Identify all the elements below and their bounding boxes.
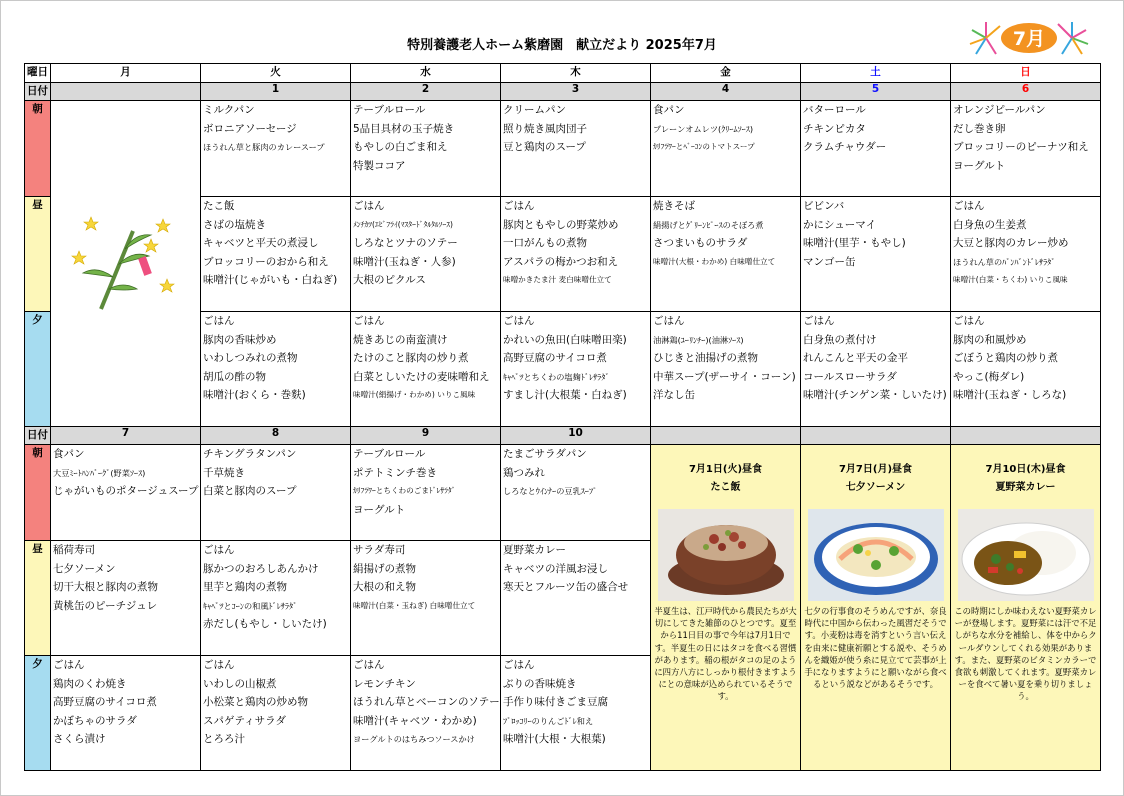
weekday-fri: 金	[651, 64, 801, 83]
menu-item: ポテトミンチ巻き	[353, 466, 437, 479]
menu-item: スパゲティサラダ	[203, 714, 287, 727]
lunch-cell	[201, 541, 351, 656]
month-badge	[966, 18, 1092, 58]
date-cell: 4	[651, 83, 801, 101]
feature-dish: たこ飯	[710, 482, 741, 493]
menu-item: 豚肉の香味炒め	[203, 333, 277, 346]
dinner-label: 夕	[25, 312, 51, 427]
breakfast-cell	[51, 445, 201, 541]
feature-heading: 7月7日(月)昼食	[838, 464, 913, 475]
menu-item: ごはん	[353, 659, 385, 671]
menu-item: れんこんと平天の金平	[803, 352, 908, 364]
menu-item: コールスローサラダ	[803, 370, 897, 383]
menu-item: 洋なし缶	[653, 389, 695, 401]
menu-item: 寒天とフルーツ缶の盛合せ	[503, 581, 629, 593]
menu-item: ボロニアソーセージ	[203, 122, 297, 135]
dinner-cell	[501, 656, 651, 771]
menu-item: プレーンオムレツ(ｸﾘｰﾑｿｰｽ)	[653, 123, 754, 134]
menu-item: ブロッコリーのおから和え	[203, 255, 329, 268]
menu-item: たけのこと豚肉の炒り煮	[353, 352, 469, 364]
menu-item: 味噌汁(白菜・ちくわ) いりこ風味	[953, 275, 1068, 284]
menu-item: 食パン	[653, 104, 685, 116]
date-cell	[951, 427, 1101, 445]
lunch-cell	[351, 197, 501, 312]
date-cell: 6	[951, 83, 1101, 101]
menu-item: さばの塩焼き	[203, 218, 266, 231]
menu-item: ｶﾘﾌﾗﾜｰとちくわのごまﾄﾞﾚｻﾗﾀﾞ	[353, 486, 456, 495]
menu-item: ごはん	[653, 315, 685, 327]
date-row-label: 日付	[25, 427, 51, 445]
menu-item: ぶりの香味焼き	[503, 677, 577, 690]
lunch-cell	[501, 197, 651, 312]
lunch-label: 昼	[25, 541, 51, 656]
menu-item: ごぼうと鶏肉の炒り煮	[953, 352, 1058, 364]
dinner-cell	[801, 312, 951, 427]
breakfast-cell	[501, 101, 651, 197]
menu-item: 味噌汁(玉ねぎ・人参)	[353, 255, 456, 268]
breakfast-label: 朝	[25, 101, 51, 197]
menu-item: かれいの魚田(白味噌田楽)	[503, 333, 627, 346]
date-cell	[651, 427, 801, 445]
menu-item: 千草焼き	[203, 466, 245, 479]
menu-item: 豆と鶏肉のスープ	[503, 141, 586, 153]
week1-date-row	[25, 83, 1101, 101]
menu-item: たまごサラダパン	[503, 448, 587, 460]
menu-item: ごはん	[203, 544, 235, 556]
menu-item: オレンジピールパン	[953, 104, 1046, 116]
menu-item: 大根のピクルス	[353, 274, 426, 286]
feature-panel	[951, 445, 1101, 771]
lunch-cell	[51, 541, 201, 656]
dinner-label: 夕	[25, 656, 51, 771]
lunch-cell	[801, 197, 951, 312]
menu-item: テーブルロール	[353, 448, 426, 460]
menu-item: 手作り味付きごま豆腐	[503, 696, 608, 708]
menu-item: ヨーグルト	[953, 159, 1006, 172]
feature-panel	[801, 445, 951, 771]
menu-item: 七夕ソーメン	[53, 562, 116, 575]
weekday-sat: 土	[801, 64, 951, 83]
menu-item: 稲荷寿司	[53, 544, 95, 556]
menu-item: ﾌﾞﾛｯｺﾘｰのりんごﾄﾞﾚ和え	[503, 715, 594, 726]
menu-item: 高野豆腐のサイコロ煮	[503, 352, 607, 364]
tanabata-somen-photo	[808, 509, 944, 601]
dinner-cell	[951, 312, 1101, 427]
menu-item: 味噌汁(絹揚げ・わかめ) いりこ風味	[353, 390, 476, 399]
breakfast-cell	[651, 101, 801, 197]
date-cell: 8	[201, 427, 351, 445]
page-title: 特別養護老人ホーム紫磨園 献立だより 2025年7月	[407, 38, 717, 53]
menu-item: 赤だし(もやし・しいたけ)	[203, 618, 327, 630]
menu-item: 味噌汁(大根・わかめ) 白味噌仕立て	[653, 256, 776, 266]
date-cell: 1	[201, 83, 351, 101]
dinner-cell	[201, 656, 351, 771]
feature-description: この時期にしか味わえない夏野菜カレーが登場します。夏野菜には汗で不足しがちな水分を補給し、体を中からクールダウンしてくれる効果があります。また、夏野菜のビタミンカラーで食欲も刺激してくれます。夏野菜カレーを食べて暑い夏を乗り切りましょう。	[954, 606, 1097, 702]
dinner-cell	[51, 656, 201, 771]
menu-item: レモンチキン	[353, 677, 416, 690]
menu-item: ごはん	[353, 200, 385, 212]
menu-item: 鶏肉のくわ焼き	[53, 677, 127, 690]
menu-item: ごはん	[203, 659, 235, 671]
breakfast-label: 朝	[25, 445, 51, 541]
menu-item: 焼きあじの南蛮漬け	[353, 333, 448, 346]
dinner-cell	[651, 312, 801, 427]
menu-table	[24, 63, 1101, 771]
menu-item: 白身魚の煮付け	[803, 333, 877, 346]
menu-item: 白菜としいたけの麦味噌和え	[353, 370, 490, 383]
menu-item: 照り焼き風肉団子	[503, 122, 587, 135]
menu-item: ごはん	[503, 200, 535, 212]
menu-item: ごはん	[803, 315, 835, 327]
breakfast-cell	[501, 445, 651, 541]
menu-item: 豚かつのおろしあんかけ	[203, 562, 319, 575]
menu-item: ごはん	[53, 659, 85, 671]
menu-item: 大豆と豚肉のカレー炒め	[953, 237, 1069, 249]
menu-item: 食パン	[53, 448, 85, 460]
menu-item: いわしの山椒煮	[203, 677, 277, 690]
menu-item: 5品目具材の玉子焼き	[353, 122, 455, 135]
menu-item: じゃがいものポタージュスープ	[53, 485, 199, 497]
menu-item: 味噌汁(キャベツ・わかめ)	[353, 714, 477, 727]
menu-item: 味噌汁(玉ねぎ・しろな)	[953, 389, 1067, 401]
tanabata-decoration-cell	[51, 101, 201, 427]
menu-item: 豚肉の和風炒め	[953, 333, 1027, 346]
menu-item: 大根の和え物	[353, 581, 416, 593]
date-cell: 7	[51, 427, 201, 445]
menu-item: とろろ汁	[203, 733, 245, 745]
menu-item: ﾒﾝﾁｶﾂ(ｴﾋﾞﾌﾗｲ(ﾏｽﾀｰﾄﾞﾀﾙﾀﾙｿｰｽ)	[353, 219, 454, 229]
menu-item: 白身魚の生姜煮	[953, 218, 1027, 231]
menu-item: ｶﾘﾌﾗﾜｰとﾍﾞｰｺﾝのトマトスープ	[653, 142, 755, 151]
menu-item: ｷｬﾍﾞﾂとｺｰﾝの和風ﾄﾞﾚｻﾗﾀﾞ	[203, 600, 298, 611]
menu-item: 中華スープ(ザーサイ・コーン)	[653, 370, 796, 383]
menu-item: もやしの白ごま和え	[353, 141, 448, 153]
date-cell: 3	[501, 83, 651, 101]
weekday-wed: 水	[351, 64, 501, 83]
menu-item: ヨーグルトのはちみつソースかけ	[353, 734, 475, 744]
date-row-label: 日付	[25, 83, 51, 101]
menu-item: さくら漬け	[53, 733, 106, 745]
menu-item: 鶏つみれ	[503, 466, 545, 479]
weekday-row	[25, 64, 1101, 83]
breakfast-cell	[201, 101, 351, 197]
menu-item: ほうれん草と豚肉のカレースープ	[203, 142, 325, 152]
weekday-thu: 木	[501, 64, 651, 83]
weekday-sun: 日	[951, 64, 1101, 83]
menu-item: ブロッコリーのピーナツ和え	[953, 141, 1089, 153]
menu-item: サラダ寿司	[353, 544, 406, 556]
menu-item: 特製ココア	[353, 159, 406, 172]
menu-item: たこ飯	[203, 200, 235, 212]
lunch-cell	[351, 541, 501, 656]
menu-item: 味噌汁(チンゲン菜・しいたけ)	[803, 389, 947, 401]
feature-description: 七夕の行事食のそうめんですが、奈良時代に中国から伝わった風習だそうです。小麦粉は毒を消すという言い伝えを由来に健康祈願とする説や、そうめんを織姫が使う糸に見立てて芸事が上手になりますようにと願いながら食べるという説などがあるそうです。	[804, 606, 947, 690]
menu-item: 一口がんもの煮物	[503, 237, 587, 249]
lunch-cell	[201, 197, 351, 312]
menu-item: ミルクパン	[203, 104, 255, 116]
menu-item: さつまいものサラダ	[653, 237, 748, 249]
breakfast-cell	[351, 445, 501, 541]
weekday-tue: 火	[201, 64, 351, 83]
menu-item: 黄桃缶のピーチジュレ	[53, 599, 158, 612]
lunch-cell	[951, 197, 1101, 312]
menu-item: しろなとｳｲﾝﾅｰの豆乳ｽｰﾌﾟ	[503, 486, 598, 496]
menu-item: テーブルロール	[353, 104, 426, 116]
date-cell	[51, 83, 201, 101]
summer-vegetable-curry-photo	[958, 509, 1094, 601]
month-badge-text: 7月	[1012, 28, 1046, 50]
menu-item: 切干大根と豚肉の煮物	[53, 581, 158, 593]
dinner-cell	[351, 656, 501, 771]
feature-heading: 7月1日(火)昼食	[688, 464, 763, 475]
dinner-cell	[201, 312, 351, 427]
feature-dish: 夏野菜カレー	[995, 482, 1056, 493]
menu-item: アスパラの梅かつお和え	[503, 255, 619, 268]
breakfast-cell	[201, 445, 351, 541]
menu-item: しろなとツナのソテー	[353, 237, 458, 249]
breakfast-cell	[801, 101, 951, 197]
menu-item: ごはん	[353, 315, 385, 327]
menu-item: 味噌かきたま汁 麦白味噌仕立て	[503, 275, 612, 284]
menu-item: クラムチャウダー	[803, 141, 887, 153]
menu-item: かにシューマイ	[803, 218, 877, 231]
menu-item: やっこ(梅ダレ)	[953, 370, 1025, 383]
menu-item: 味噌汁(大根・大根葉)	[503, 733, 606, 745]
menu-item: ごはん	[503, 315, 535, 327]
feature-heading: 7月10日(木)昼食	[985, 464, 1066, 475]
bamboo-tanabata-icon	[71, 209, 181, 319]
dinner-cell	[501, 312, 651, 427]
lunch-cell	[501, 541, 651, 656]
menu-item: 油淋鶏(ﾕｰﾘﾝﾁｰ)(油淋ｿｰｽ)	[653, 334, 744, 345]
week1-breakfast-row	[25, 101, 1101, 197]
breakfast-cell	[951, 101, 1101, 197]
menu-item: 味噌汁(里芋・もやし)	[803, 237, 906, 249]
menu-item: バターロール	[803, 104, 866, 116]
menu-item: 絹揚げの煮物	[353, 562, 416, 575]
menu-item: マンゴー缶	[803, 255, 856, 268]
weekday-row-label: 曜日	[25, 64, 51, 83]
menu-item: ほうれん草のﾊﾞﾝﾊﾞﾝﾄﾞﾚｻﾗﾀﾞ	[953, 256, 1056, 267]
octopus-rice-photo	[658, 509, 794, 601]
menu-item: 胡瓜の酢の物	[203, 370, 266, 383]
menu-item: ごはん	[203, 315, 235, 327]
week2-date-row	[25, 427, 1101, 445]
menu-item: キャベツと平天の煮浸し	[203, 237, 319, 249]
menu-item: 焼きそば	[653, 200, 695, 212]
breakfast-cell	[351, 101, 501, 197]
menu-item: ごはん	[953, 200, 985, 212]
feature-dish: 七夕ソーメン	[845, 482, 906, 493]
menu-item: 白菜と豚肉のスープ	[203, 485, 297, 497]
menu-item: 味噌汁(おくら・巻麩)	[203, 389, 306, 401]
menu-item: 小松菜と鶏肉の炒め物	[203, 696, 308, 708]
menu-item: いわしつみれの煮物	[203, 352, 298, 364]
menu-item: ひじきと油揚げの煮物	[653, 352, 758, 364]
menu-item: チキングラタンパン	[203, 448, 297, 460]
date-cell: 9	[351, 427, 501, 445]
menu-item: だし巻き卵	[953, 122, 1006, 135]
menu-item: チキンピカタ	[803, 122, 866, 135]
menu-item: ごはん	[953, 315, 985, 327]
date-cell: 10	[501, 427, 651, 445]
lunch-cell	[651, 197, 801, 312]
date-cell: 2	[351, 83, 501, 101]
menu-item: キャベツの洋風お浸し	[503, 562, 608, 575]
menu-item: 大豆ﾐｰﾄﾊﾝﾊﾞｰｸﾞ(野菜ｿｰｽ)	[53, 467, 146, 478]
feature-panel	[651, 445, 801, 771]
menu-item: 里芋と鶏肉の煮物	[203, 581, 287, 593]
date-cell	[801, 427, 951, 445]
menu-item: 豚肉ともやしの野菜炒め	[503, 218, 619, 231]
menu-item: 夏野菜カレー	[503, 544, 566, 556]
dinner-cell	[351, 312, 501, 427]
menu-item: ヨーグルト	[353, 503, 406, 516]
date-cell: 5	[801, 83, 951, 101]
menu-item: かぼちゃのサラダ	[53, 714, 137, 727]
menu-item: ビビンバ	[803, 200, 845, 212]
lunch-label: 昼	[25, 197, 51, 312]
menu-item: ｷｬﾍﾞﾂとちくわの塩麹ﾄﾞﾚｻﾗﾀﾞ	[503, 371, 610, 382]
weekday-mon: 月	[51, 64, 201, 83]
firework-left-icon	[970, 22, 1000, 54]
menu-item: 高野豆腐のサイコロ煮	[53, 696, 157, 708]
menu-item: ほうれん草とベーコンのソテー	[353, 696, 500, 708]
feature-description: 半夏生は、江戸時代から農民たちが大切にしてきた雑節のひとつです。夏至から11日目の事で今年は7月1日です。半夏生の日にはタコを食べる習慣があります。稲の根がタコの足のように四方八方にしっかり根付きますようにとの意味が込められているそうです。	[654, 606, 797, 702]
firework-right-icon	[1058, 22, 1088, 54]
menu-item: クリームパン	[503, 104, 566, 116]
menu-item: すまし汁(大根葉・白ねぎ)	[503, 389, 627, 401]
menu-item: ごはん	[503, 659, 535, 671]
menu-item: 絹揚げとｸﾞﾘｰﾝﾋﾟｰｽのそぼろ煮	[653, 219, 764, 230]
week2-breakfast-row	[25, 445, 1101, 541]
menu-item: 味噌汁(白菜・玉ねぎ) 白味噌仕立て	[353, 600, 476, 610]
menu-item: 味噌汁(じゃがいも・白ねぎ)	[203, 274, 338, 286]
